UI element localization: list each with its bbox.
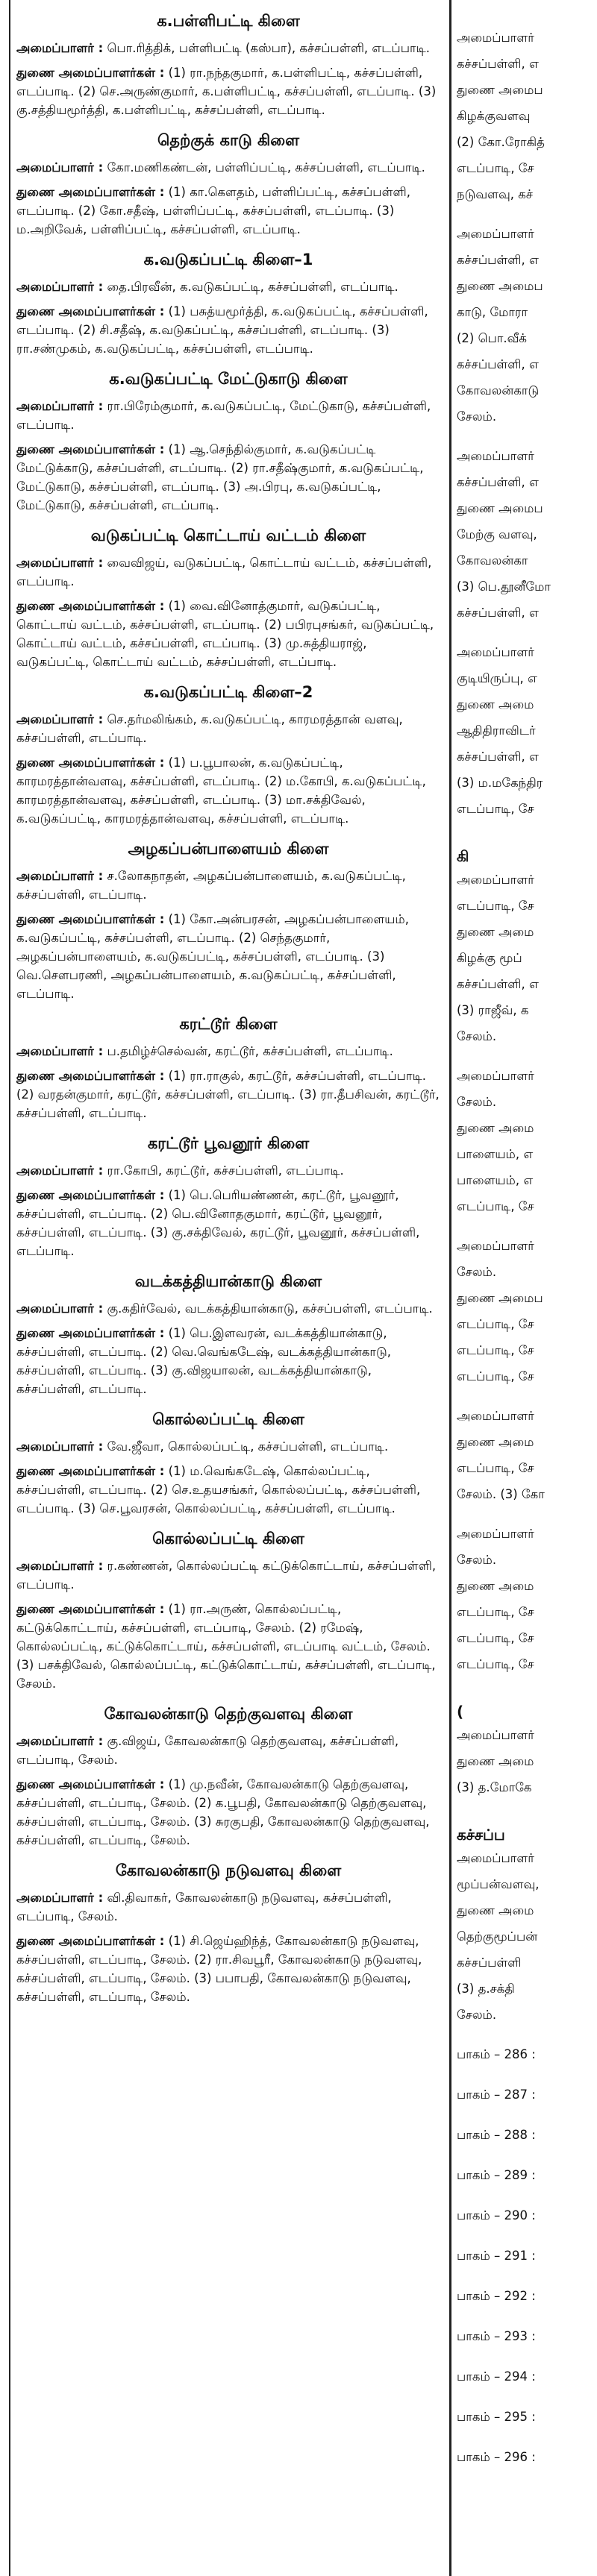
main-column (16, 0, 440, 2576)
organizer-label: அமைப்பாளர் : (16, 1439, 104, 1454)
deputy-organizers-paragraph (16, 1932, 440, 2006)
organizer-label: அமைப்பாளர் : (16, 869, 104, 883)
deputy-organizers-names: (1) ரா.நந்தகுமார், க.பள்ளிபட்டி, கச்சப்பள்ளி, எடப்பாடி. (2) செ.அருண்குமார், க.பள்ளிபட்டி, கச்சப்பள்ளி, எடப்பாடி. (3) கு.சத்தியமூர்த்தி, க.பள்ளிபட்டி, கச்சப்பள்ளி, எடப்பாடி. (16, 66, 437, 117)
deputy-organizers-label: துணை அமைப்பாளர்கள் : (16, 1934, 165, 1948)
ward-part-number: பாகம் – 294 : (457, 2369, 536, 2384)
organizer-label: அமைப்பாளர் : (16, 160, 104, 175)
ward-part-number: பாகம் – 289 : (457, 2168, 536, 2182)
spacer (457, 1681, 597, 1694)
deputy-organizers-label: துணை அமைப்பாளர்கள் : (16, 912, 165, 926)
right-column-line: அமைப்பாளர் (457, 1527, 534, 1541)
right-column-line: (3) த.சக்தி (457, 1982, 515, 1996)
right-column-line: கச்சப்பள்ளி, எ (457, 475, 539, 489)
deputy-organizers-paragraph (16, 183, 440, 239)
ward-part-number: பாகம் – 291 : (457, 2249, 536, 2263)
right-column-heading: ( (457, 1703, 464, 1721)
right-column-line: அமைப்பாளர் (457, 645, 534, 659)
branch-title: வடுகப்பட்டி கொட்டாய் வட்டம் கிளை (90, 527, 366, 544)
right-column-line: எடப்பாடி, சே (457, 1657, 534, 1671)
right-column-line: எடப்பாடி, சே (457, 1317, 534, 1331)
deputy-organizers-names: (1) ப.பூபாலன், க.வடுகப்பட்டி, காரமரத்தான்வளவு, கச்சப்பள்ளி, எடப்பாடி. (2) ம.கோபி, க.வடுகப்பட்டி, காரமரத்தான்வளவு, கச்சப்பள்ளி, எடப்பாடி. (3) மா.சக்திவேல், க.வடுகப்பட்டி, காரமரத்தான்வளவு, கச்சப்பள்ளி, எடப்பாடி. (16, 755, 426, 826)
spacer (457, 211, 597, 224)
right-column-line: சேலம். (457, 409, 497, 424)
right-column-line: அமைப்பாளர் (457, 1239, 534, 1253)
branch-title: க.வடுகப்பட்டி கிளை–1 (143, 251, 313, 268)
organizer-label: அமைப்பாளர் : (16, 1044, 104, 1058)
organizer-paragraph (16, 39, 440, 57)
deputy-organizers-paragraph (16, 63, 440, 119)
right-column-line: சேலம். (457, 1265, 497, 1279)
right-column-line: கச்சப்பள்ளி, எ (457, 357, 539, 371)
deputy-organizers-names: (1) கா.கௌதம், பள்ளிப்பட்டி, கச்சப்பள்ளி, எடப்பாடி. (2) கோ.சதீஷ், பள்ளிப்பட்டி, கச்சப்பள்ளி, எடப்பாடி. (3) ம.அறிவேக், பள்ளிப்பட்டி, கச்சப்பள்ளி, எடப்பாடி. (16, 185, 410, 236)
branch-title: கொல்லப்பட்டி கிளை (152, 1530, 304, 1548)
right-column-line: துணை அமை (457, 1121, 534, 1135)
spacer (457, 629, 597, 643)
right-column-line: அமைப்பாளர் (457, 873, 534, 887)
right-column-line: (3) ராஜீவ், க (457, 1003, 529, 1017)
organizer-name: செ.தர்மலிங்கம், க.வடுகப்பட்டி, காரமரத்தான் வளவு, கச்சப்பள்ளி, எடப்பாடி. (16, 712, 403, 745)
right-column-line: அமைப்பாளர் (457, 1069, 534, 1083)
right-column-line: எடப்பாடி, சே (457, 1369, 534, 1383)
organizer-paragraph (16, 1299, 440, 1318)
deputy-organizers-names: (1) ஆ.செந்தில்குமார், க.வடுகப்பட்டி மேட்டுக்காடு, கச்சப்பள்ளி, எடப்பாடி. (2) ரா.சதீஷ்குமார், க.வடுகப்பட்டி, மேட்டுகாடு, கச்சப்பள்ளி, எடப்பாடி. (3) அ.பிரபு, க.வடுகப்பட்டி, மேட்டுகாடு, கச்சப்பள்ளி, எடப்பாடி. (16, 442, 424, 512)
deputy-organizers-label: துணை அமைப்பாளர்கள் : (16, 1602, 165, 1616)
organizer-label: அமைப்பாளர் : (16, 399, 104, 413)
organizer-paragraph (16, 397, 440, 434)
right-column-line: நடுவளவு, கச் (457, 187, 533, 201)
organizer-label: அமைப்பாளர் : (16, 1891, 104, 1905)
deputy-organizers-names: (1) பெ.இளவரன், வடக்கத்தியான்காடு, கச்சப்பள்ளி, எடப்பாடி. (2) வெ.வெங்கடேஷ், வடக்கத்தியான்காடு, கச்சப்பள்ளி, எடப்பாடி. (3) கு.விஜயாலன், வடக்கத்தியான்காடு, கச்சப்பள்ளி, எடப்பாடி. (16, 1326, 391, 1396)
right-column-line: கச்சப்பள்ளி, எ (457, 253, 539, 267)
deputy-organizers-paragraph (16, 302, 440, 358)
branch-title: க.வடுகப்பட்டி கிளை–2 (143, 683, 313, 701)
right-column-line: கச்சப்பள்ளி, எ (457, 606, 539, 620)
deputy-organizers-label: துணை அமைப்பாளர்கள் : (16, 755, 165, 770)
right-column-cutoff (457, 0, 597, 2576)
deputy-organizers-label: துணை அமைப்பாளர்கள் : (16, 1188, 165, 1202)
right-column-line: (3) பெ.தூனீமோ (457, 579, 551, 594)
deputy-organizers-paragraph (16, 1462, 440, 1518)
organizer-label: அமைப்பாளர் : (16, 1559, 104, 1573)
deputy-organizers-label: துணை அமைப்பாளர்கள் : (16, 1326, 165, 1340)
organizer-paragraph (16, 1437, 440, 1456)
organizer-paragraph (16, 710, 440, 747)
branch-section (16, 1271, 440, 1398)
right-column-line: சேலம். (457, 1029, 497, 1043)
deputy-organizers-paragraph (16, 597, 440, 671)
ward-part-number: பாகம் – 288 : (457, 2128, 536, 2142)
right-column-line: சேலம். (457, 1553, 497, 1567)
organizer-name: தை.பிரவீன், க.வடுகப்பட்டி, கச்சப்பள்ளி, எடப்பாடி. (107, 280, 398, 294)
right-column-line: எடப்பாடி, சே (457, 1199, 534, 1213)
right-column-line: மேற்கு வளவு, (457, 527, 537, 541)
branch-section (16, 249, 440, 358)
ward-part-number: பாகம் – 292 : (457, 2289, 536, 2303)
right-column-line: கச்சப்பள்ளி (457, 1955, 522, 1970)
branch-section (16, 1014, 440, 1122)
right-column-heading: கச்சப்ப (457, 1826, 505, 1844)
right-column-line: சேலம். (457, 2008, 497, 2022)
right-column-line: கிழக்குவளவு (457, 109, 531, 123)
ward-part-number: பாகம் – 293 : (457, 2329, 536, 2343)
right-column-line: எடப்பாடி, சே (457, 899, 534, 913)
right-column-line: எடப்பாடி, சே (457, 1605, 534, 1619)
branch-section (16, 368, 440, 515)
right-column-line: கோவலன்கா (457, 553, 528, 568)
right-column-line: எடப்பாடி, சே (457, 802, 534, 816)
spacer (457, 1393, 597, 1407)
organizer-label: அமைப்பாளர் : (16, 1301, 104, 1316)
deputy-organizers-label: துணை அமைப்பாளர்கள் : (16, 1464, 165, 1478)
organizer-name: கு.கதிர்வேல், வடக்கத்தியான்காடு, கச்சப்பள்ளி, எடப்பாடி. (107, 1301, 433, 1316)
branch-title: கரட்டூர் கிளை (179, 1015, 278, 1033)
right-column-line: கச்சப்பள்ளி, எ (457, 977, 539, 991)
branch-title: வடக்கத்தியான்காடு கிளை (134, 1272, 322, 1290)
spacer (457, 1804, 597, 1818)
branch-section (16, 10, 440, 119)
organizer-label: அமைப்பாளர் : (16, 1734, 104, 1748)
right-column-line: (3) ம.மகேந்திர (457, 776, 543, 790)
branch-title: கோவலன்காடு நடுவளவு கிளை (115, 1862, 342, 1879)
ward-part-number: பாகம் – 287 : (457, 2087, 536, 2102)
branch-title: கோவலன்காடு தெற்குவளவு கிளை (104, 1705, 353, 1723)
organizer-name: ச.லோகநாதன், அழகப்பன்பாளையம், க.வடுகப்பட்டி, கச்சப்பள்ளி, எடப்பாடி. (16, 869, 406, 902)
organizer-paragraph (16, 1161, 440, 1180)
organizer-label: அமைப்பாளர் : (16, 712, 104, 726)
organizer-paragraph (16, 1042, 440, 1061)
deputy-organizers-names: (1) சி.ஜெய்ஹிந்த், கோவலன்காடு நடுவளவு, கச்சப்பள்ளி, எடப்பாடி, சேலம். (2) ரா.சிவபூரீ, கோவலன்காடு நடுவளவு, கச்சப்பள்ளி, எடப்பாடி, சேலம். (3) பபாபதி, கோவலன்காடு நடுவளவு, கச்சப்பள்ளி, எடப்பாடி, சேலம். (16, 1934, 422, 2004)
right-column-line: துணை அமை (457, 1754, 534, 1768)
right-column-line: பாளையம், எ (457, 1147, 534, 1161)
organizer-name: ர.கண்ணன், கொல்லப்பட்டி கட்டுக்கொட்டாய், கச்சப்பள்ளி, எடப்பாடி. (16, 1559, 437, 1592)
organizer-paragraph (16, 158, 440, 177)
deputy-organizers-label: துணை அமைப்பாளர்கள் : (16, 304, 165, 318)
organizer-name: வைவிஜய், வடுகப்பட்டி, கொட்டாய் வட்டம், கச்சப்பள்ளி, எடப்பாடி. (16, 556, 432, 588)
right-column-line: துணை அமை (457, 1903, 534, 1917)
deputy-organizers-paragraph (16, 910, 440, 1003)
spacer (457, 433, 597, 447)
organizer-name: ரா.பிரேம்குமார், க.வடுகப்பட்டி, மேட்டுகாடு, கச்சப்பள்ளி, எடப்பாடி. (16, 399, 431, 432)
right-column-line: அமைப்பாளர் (457, 227, 534, 241)
branch-section (16, 1860, 440, 2006)
spacer (457, 1223, 597, 1237)
organizer-paragraph (16, 553, 440, 591)
organizer-name: வே.ஜீவா, கொல்லப்பட்டி, கச்சப்பள்ளி, எடப்பாடி. (107, 1439, 389, 1454)
right-column-line: துணை அமை (457, 1435, 534, 1449)
organizer-paragraph (16, 1556, 440, 1594)
spacer (457, 826, 597, 839)
right-column-line: எடப்பாடி, சே (457, 1343, 534, 1357)
organizer-label: அமைப்பாளர் : (16, 280, 104, 294)
ward-part-number: பாகம் – 296 : (457, 2450, 536, 2464)
right-column-line: துணை அமைப (457, 1291, 543, 1305)
organizer-paragraph (16, 277, 440, 296)
deputy-organizers-label: துணை அமைப்பாளர்கள் : (16, 442, 165, 456)
right-column-line: காடு, மோரா (457, 305, 528, 319)
right-column-line: துணை அமை (457, 1579, 534, 1593)
right-column-line: துணை அமைப (457, 279, 543, 293)
deputy-organizers-label: துணை அமைப்பாளர்கள் : (16, 185, 165, 199)
branch-section (16, 1409, 440, 1518)
organizer-paragraph (16, 1888, 440, 1926)
organizer-name: கோ.மணிகண்டன், பள்ளிப்பட்டி, கச்சப்பள்ளி, எடப்பாடி. (107, 160, 425, 175)
right-column-line: துணை அமை (457, 697, 534, 711)
right-column-line: அமைப்பாளர் (457, 1409, 534, 1423)
ward-part-number: பாகம் – 290 : (457, 2208, 536, 2222)
deputy-organizers-names: (1) மு.நவீன், கோவலன்காடு தெற்குவளவு, கச்சப்பள்ளி, எடப்பாடி, சேலம். (2) க.பூபதி, கோவலன்காடு தெற்குவளவு, கச்சப்பள்ளி, எடப்பாடி, சேலம். (3) சுரகுபதி, கோவலன்காடு தெற்குவளவு, கச்சப்பள்ளி, எடப்பாடி, சேலம். (16, 1777, 430, 1847)
branch-section (16, 1703, 440, 1850)
deputy-organizers-paragraph (16, 440, 440, 515)
deputy-organizers-names: (1) ரா.ராகுல், கரட்டூர், கச்சப்பள்ளி, எடப்பாடி. (2) வரதன்குமார், கரட்டூர், கச்சப்பள்ளி, எடப்பாடி. (3) ரா.தீபசிவன், கரட்டூர், கச்சப்பள்ளி, எடப்பாடி. (16, 1069, 440, 1120)
deputy-organizers-paragraph (16, 1324, 440, 1398)
right-column-heading: கி (457, 847, 469, 865)
right-column-line: (2) பொ.வீக் (457, 331, 527, 345)
branch-title: க.வடுகப்பட்டி மேட்டுகாடு கிளை (109, 370, 348, 388)
right-column-line: (2) கோ.ரோகித் (457, 135, 545, 149)
deputy-organizers-label: துணை அமைப்பாளர்கள் : (16, 1777, 165, 1791)
organizer-name: ப.தமிழ்ச்செல்வன், கரட்டூர், கச்சப்பள்ளி, எடப்பாடி. (107, 1044, 393, 1058)
ward-part-number: பாகம் – 295 : (457, 2410, 536, 2424)
deputy-organizers-names: (1) ரா.அருண், கொல்லப்பட்டி, கட்டுக்கொட்டாய், கச்சப்பள்ளி, எடப்பாடி, சேலம். (2) ரமேஷ், கொல்லப்பட்டி, கட்டுக்கொட்டாய், கச்சப்பள்ளி, எடப்பாடி வட்டம், சேலம். (3) பசக்திவேல், கொல்லப்பட்டி, கட்டுக்கொட்டாய், கச்சப்பள்ளி, எடப்பாடி, சேலம். (16, 1602, 436, 1691)
branch-title: கொல்லப்பட்டி கிளை (152, 1410, 304, 1428)
right-column-line: குடியிருப்பு, எ (457, 671, 537, 685)
right-column-line: ஆதிதிராவிடர் (457, 723, 536, 738)
branch-section (16, 525, 440, 671)
right-column-line: எடப்பாடி, சே (457, 1461, 534, 1475)
right-column-line: மூப்பன்வளவு, (457, 1877, 540, 1891)
spacer (457, 2032, 597, 2045)
right-column-line: அமைப்பாளர் (457, 1851, 534, 1865)
branch-title: க.பள்ளிபட்டி கிளை (157, 12, 300, 30)
right-column-line: துணை அமை (457, 925, 534, 939)
deputy-organizers-paragraph (16, 1186, 440, 1260)
newspaper-page (9, 0, 597, 2576)
deputy-organizers-names: (1) பசுத்யமூர்த்தி, க.வடுகப்பட்டி, கச்சப்பள்ளி, எடப்பாடி. (2) சி.சதீஷ், க.வடுகப்பட்டி, கச்சப்பள்ளி, எடப்பாடி. (3) ரா.சண்முகம், க.வடுகப்பட்டி, கச்சப்பள்ளி, எடப்பாடி. (16, 304, 428, 356)
deputy-organizers-paragraph (16, 1775, 440, 1850)
branch-section (16, 682, 440, 828)
branch-section (16, 1528, 440, 1693)
right-column-line: கோவலன்காடு (457, 383, 540, 398)
organizer-name: வி.திவாகர், கோவலன்காடு நடுவளவு, கச்சப்பள்ளி, எடப்பாடி, சேலம். (16, 1891, 392, 1923)
deputy-organizers-label: துணை அமைப்பாளர்கள் : (16, 1069, 165, 1083)
organizer-label: அமைப்பாளர் : (16, 1163, 104, 1178)
column-divider (449, 0, 451, 2576)
organizer-label: அமைப்பாளர் : (16, 41, 104, 55)
organizer-paragraph (16, 1732, 440, 1769)
deputy-organizers-names: (1) கோ.அன்பரசன், அழகப்பன்பாளையம், க.வடுகப்பட்டி, கச்சப்பள்ளி, எடப்பாடி. (2) செந்தகுமார், அழகப்பன்பாளையம், க.வடுகப்பட்டி, கச்சப்பள்ளி, எடப்பாடி. (3) வெ.சௌபரணி, அழகப்பன்பாளையம், க.வடுகப்பட்டி, கச்சப்பள்ளி, எடப்பாடி. (16, 912, 409, 1001)
deputy-organizers-paragraph (16, 1066, 440, 1122)
organizer-name: பொ.ரித்திக், பள்ளிபட்டி (கஸ்பா), கச்சப்பள்ளி, எடப்பாடி. (107, 41, 430, 55)
right-column-line: அமைப்பாளர் (457, 1728, 534, 1742)
deputy-organizers-paragraph (16, 753, 440, 828)
right-column-line: சேலம். (457, 1095, 497, 1109)
deputy-organizers-names: (1) வை.வினோத்குமார், வடுகப்பட்டி, கொட்டாய் வட்டம், கச்சப்பள்ளி, எடப்பாடி. (2) பபிரபுசங்கர், வடுகப்பட்டி, கொட்டாய் வட்டம், கச்சப்பள்ளி, எடப்பாடி. (3) மு.சுத்தியராஜ், வடுகப்பட்டி, கொட்டாய் வட்டம், கச்சப்பள்ளி, எடப்பாடி. (16, 599, 434, 669)
branch-section (16, 1133, 440, 1260)
organizer-paragraph (16, 867, 440, 904)
right-column-line: எடப்பாடி, சே (457, 161, 534, 175)
branch-section (16, 838, 440, 1003)
right-column-line: அமைப்பாளர் (457, 449, 534, 463)
spacer (457, 1511, 597, 1524)
deputy-organizers-label: துணை அமைப்பாளர்கள் : (16, 599, 165, 613)
right-column-line: கிழக்கு மூப் (457, 951, 522, 965)
right-column-line: எடப்பாடி, சே (457, 1631, 534, 1645)
branch-section (16, 130, 440, 239)
branch-title: தெற்குக் காடு கிளை (157, 131, 300, 149)
deputy-organizers-names: (1) பெ.பெரியண்ணன், கரட்டூர், பூவனூர், கச்சப்பள்ளி, எடப்பாடி. (2) பெ.வினோதகுமார், கரட்டூர், பூவனூர், கச்சப்பள்ளி, எடப்பாடி. (3) கு.சக்திவேல், கரட்டூர், பூவனூர், கச்சப்பள்ளி, எடப்பாடி. (16, 1188, 420, 1258)
ward-part-number: பாகம் – 286 : (457, 2047, 536, 2061)
right-column-line: பாளையம், எ (457, 1173, 534, 1187)
spacer (457, 0, 597, 28)
deputy-organizers-paragraph (16, 1600, 440, 1693)
organizer-label: அமைப்பாளர் : (16, 556, 104, 570)
right-column-line: கச்சப்பள்ளி, எ (457, 57, 539, 71)
organizer-name: ரா.கோபி, கரட்டூர், கச்சப்பள்ளி, எடப்பாடி. (107, 1163, 344, 1178)
right-column-line: துணை அமைப (457, 501, 543, 515)
spacer (457, 1053, 597, 1066)
right-column-line: தெற்குமூப்பன் (457, 1929, 538, 1944)
deputy-organizers-names: (1) ம.வெங்கடேஷ், கொல்லப்பட்டி, கச்சப்பள்ளி, எடப்பாடி. (2) செ.உதயசங்கர், கொல்லப்பட்டி, கச்சப்பள்ளி, எடப்பாடி. (3) செ.பூவரசன், கொல்லப்பட்டி, கச்சப்பள்ளி, எடப்பாடி. (16, 1464, 421, 1515)
deputy-organizers-label: துணை அமைப்பாளர்கள் : (16, 66, 165, 80)
right-column-line: (3) த.மோகே (457, 1780, 532, 1794)
branch-title: கரட்டூர் பூவனூர் கிளை (147, 1134, 310, 1152)
organizer-name: கு.விஜய், கோவலன்காடு தெற்குவளவு, கச்சப்பள்ளி, எடப்பாடி, சேலம். (16, 1734, 399, 1767)
right-column-line: சேலம். (3) கோ (457, 1487, 545, 1501)
right-column-line: அமைப்பாளர் (457, 31, 534, 45)
branch-title: அழகப்பன்பாளையம் கிளை (128, 840, 329, 858)
right-column-line: துணை அமைப (457, 83, 543, 97)
right-column-line: கச்சப்பள்ளி, எ (457, 750, 539, 764)
